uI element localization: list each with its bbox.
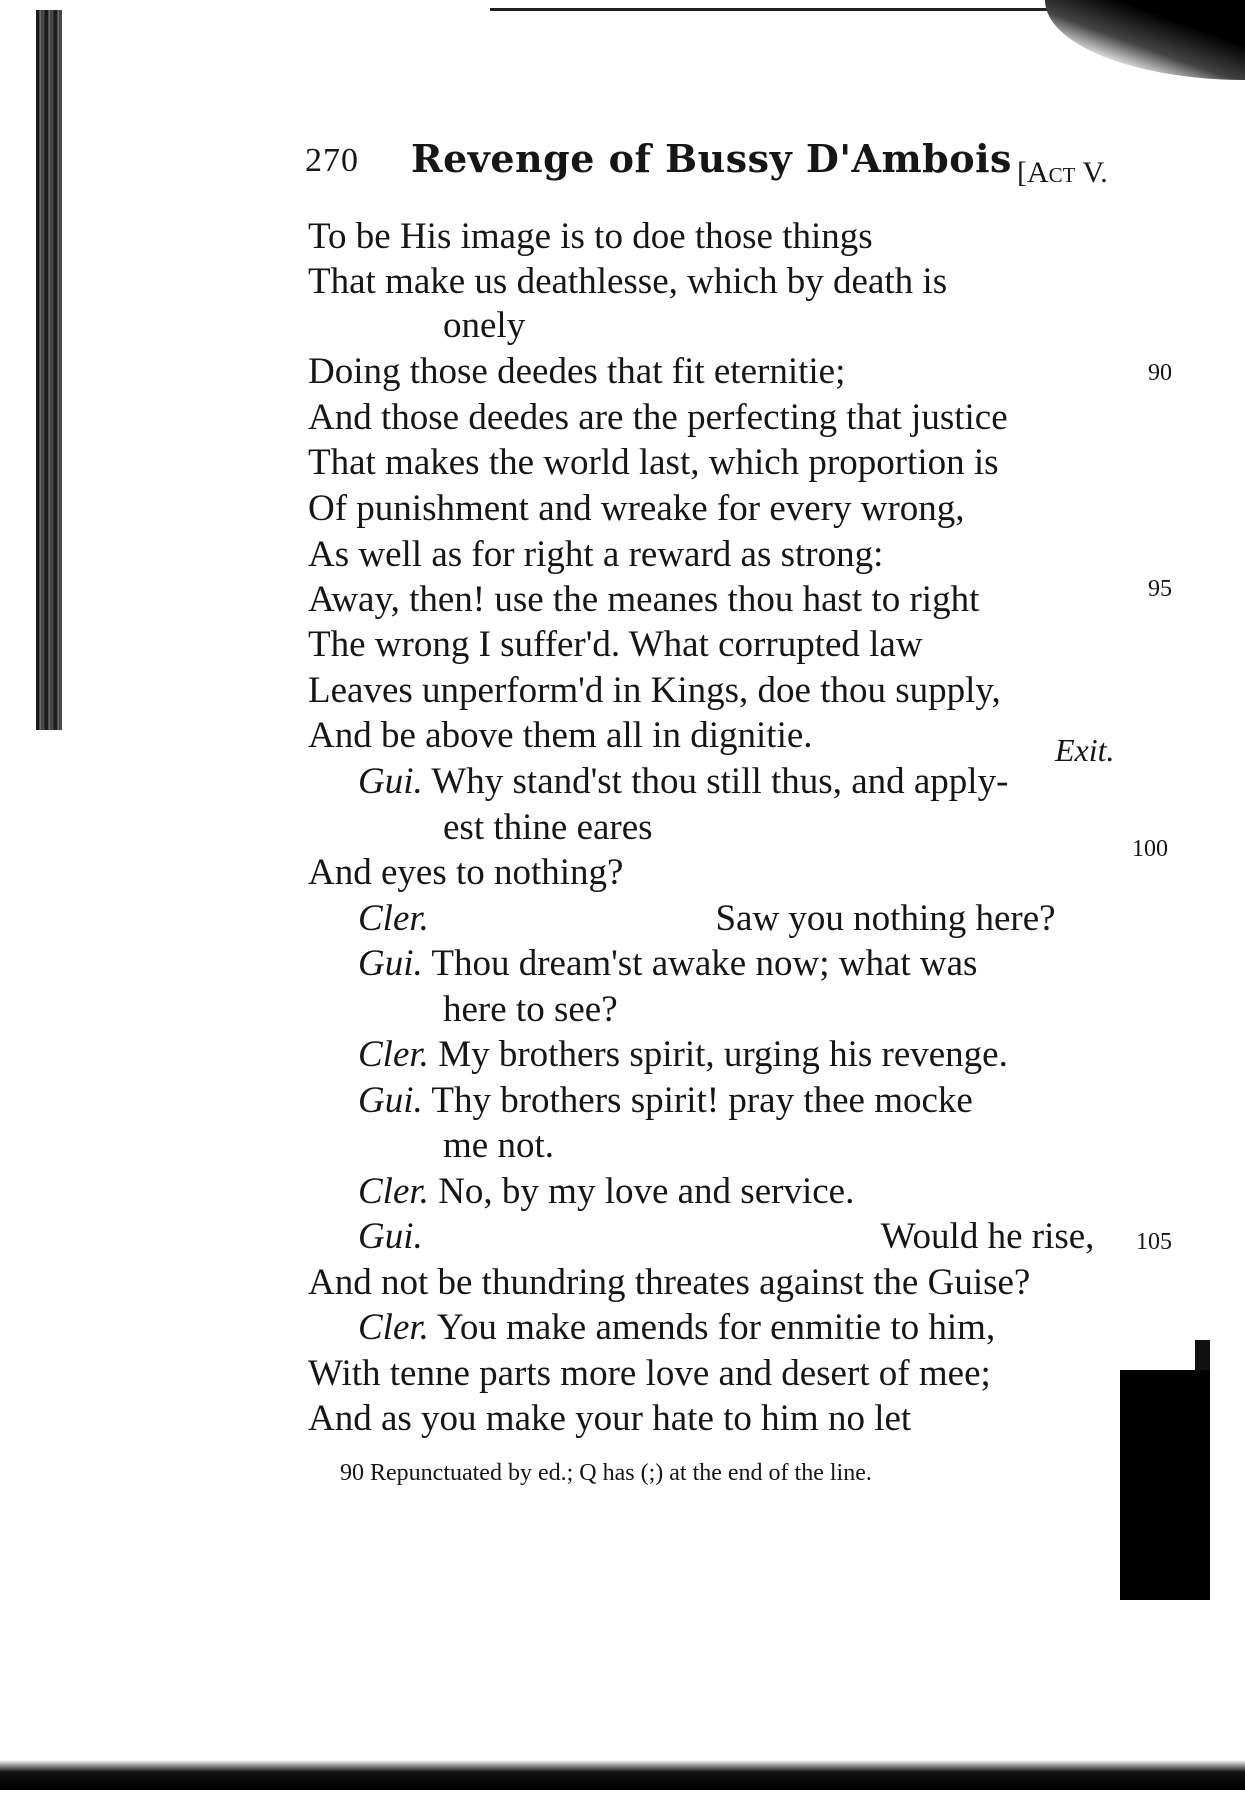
verse-line [358, 1035, 1008, 1075]
verse-line [443, 808, 653, 848]
line-text: That make us deathlesse, which by death is [308, 261, 948, 302]
verse-line [308, 489, 965, 529]
verse-line [308, 443, 999, 483]
line-text: My brothers spirit, urging his revenge. [438, 1034, 1008, 1075]
line-text: No, by my love and service. [438, 1171, 855, 1212]
line-text: To be His image is to doe those things [308, 216, 873, 257]
scan-corner-shadow [1045, 0, 1245, 80]
page-number: 270 [305, 142, 359, 179]
line-text: And be above them all in dignitie. [308, 715, 813, 756]
verse-line [308, 853, 623, 893]
verse-line [308, 671, 1001, 711]
footnote: 90 Repunctuated by ed.; Q has (;) at the end of the line. [340, 1460, 872, 1486]
line-text: And eyes to nothing? [308, 852, 624, 893]
line-text: Doing those deedes that fit eternitie; [308, 351, 846, 392]
line-number: 90 [1148, 360, 1172, 386]
line-text: Leaves unperform'd in Kings, doe thou supply, [308, 670, 1001, 711]
verse-line [443, 306, 525, 346]
line-text: Away, then! use the meanes thou hast to right [308, 579, 980, 620]
line-text: Why stand'st thou still thus, and apply- [431, 761, 1009, 802]
line-text: Would he rise, [880, 1216, 1095, 1257]
speaker-name: Cler. [358, 1034, 429, 1075]
verse-line [308, 535, 883, 575]
line-text: est thine eares [443, 807, 653, 848]
running-header [305, 130, 1135, 190]
running-title: Revenge of Bussy D'Ambois [411, 136, 1012, 181]
line-text: And those deedes are the perfecting that justice [308, 397, 1008, 438]
line-text: That makes the world last, which proportion is [308, 442, 999, 483]
verse-line [308, 217, 873, 257]
verse-line [308, 1399, 911, 1439]
verse-line [358, 1308, 995, 1348]
scan-bottom-edge [0, 1760, 1245, 1790]
verse-line [308, 625, 923, 665]
line-text: The wrong I suffer'd. What corrupted law [308, 624, 923, 665]
line-text: And not be thundring threates against the Guise? [308, 1262, 1031, 1303]
speaker-name: Cler. [358, 1307, 429, 1348]
verse-line [308, 580, 979, 620]
speaker-name: Gui. [358, 1080, 423, 1121]
stage-direction: Exit. [1055, 732, 1115, 768]
verse-line [308, 1354, 991, 1394]
verse-line [308, 716, 813, 756]
verse-line [308, 352, 845, 392]
speaker-name: Cler. [358, 898, 429, 939]
line-number: 105 [1136, 1229, 1172, 1255]
line-number: 95 [1148, 576, 1172, 602]
line-text: me not. [443, 1125, 554, 1166]
line-text: onely [443, 305, 526, 346]
verse-line [358, 1217, 1094, 1257]
speaker-name: Gui. [358, 761, 423, 802]
scan-margin-shadow [1120, 1370, 1210, 1600]
line-text: You make amends for enmitie to him, [436, 1307, 996, 1348]
verse-line [308, 398, 1008, 438]
line-text: Thy brothers spirit! pray thee mocke [431, 1080, 973, 1121]
verse-line [443, 1126, 554, 1166]
verse-line [358, 1172, 854, 1212]
line-text: here to see? [443, 989, 618, 1030]
line-text: As well as for right a reward as strong: [308, 534, 884, 575]
verse-line [358, 1081, 973, 1121]
verse-line [358, 762, 1008, 802]
line-text: Thou dream'st awake now; what was [431, 943, 978, 984]
line-text: Saw you nothing here? [715, 898, 1056, 939]
line-number: 100 [1132, 836, 1168, 862]
speaker-name: Gui. [358, 943, 423, 984]
verse-line [308, 262, 947, 302]
verse-line [308, 1263, 1030, 1303]
line-text: Of punishment and wreake for every wrong, [308, 488, 965, 529]
line-text: With tenne parts more love and desert of mee; [308, 1353, 991, 1394]
verse-line [358, 944, 977, 984]
speaker-name: Gui. [358, 1216, 423, 1257]
line-text: And as you make your hate to him no let [308, 1398, 912, 1439]
verse-line [358, 899, 1056, 939]
scan-edge-artifact [36, 10, 62, 730]
speaker-name: Cler. [358, 1171, 429, 1212]
scan-top-rule [490, 8, 1140, 11]
verse-line [443, 990, 618, 1030]
act-label: [Act V. [1017, 156, 1108, 189]
